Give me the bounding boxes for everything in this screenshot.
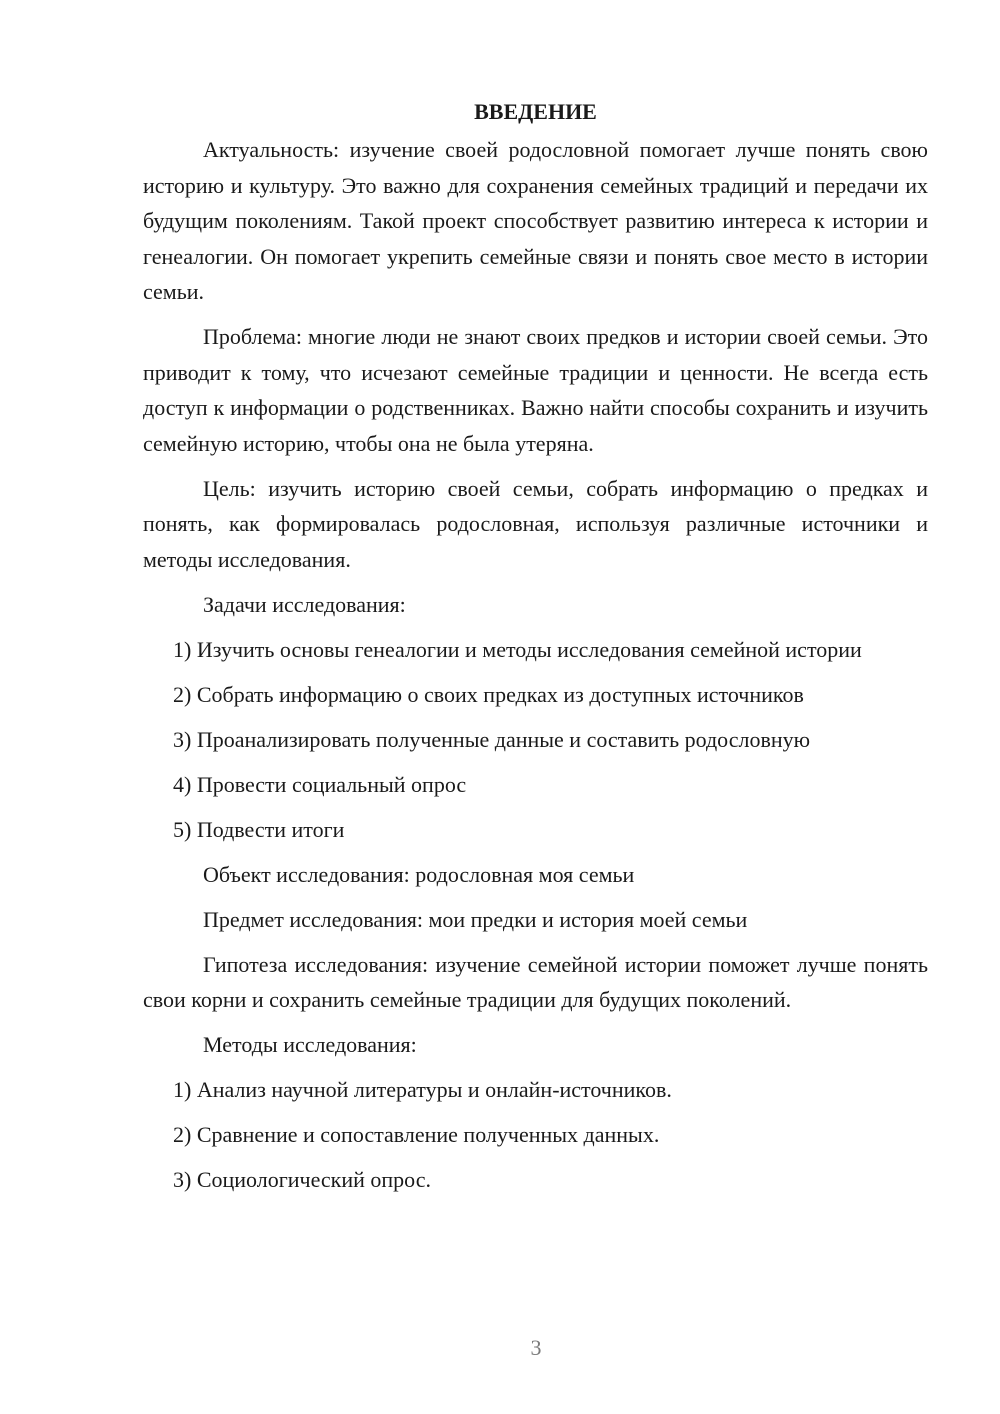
research-object: Объект исследования: родословная моя семьи xyxy=(203,861,635,887)
hypothesis-paragraph: Гипотеза исследования: изучение семейной истории поможет лучше понять свои корни и сохранить семейные традиции для будущих поколений. xyxy=(143,951,928,1012)
tasks-list xyxy=(143,632,928,848)
problem-paragraph: Проблема: многие люди не знают своих предков и истории своей семьи. Это приводит к тому, что исчезают семейные традиции и ценности. Не всегда есть доступ к информации о родственниках. Важно найти способы сохранить и изучить семейную историю, чтобы она не была утеряна. xyxy=(143,324,928,456)
relevance-paragraph: Актуальность: изучение своей родословной помогает лучше понять свою историю и культуру. Это важно для сохранения семейных традиций и передачи их будущим поколениям. Такой проект способствует развитию интереса к истории и генеалогии. Он помогает укрепить семейные связи и понять свое место в истории семьи. xyxy=(143,137,928,304)
list-item: 1) Изучить основы генеалогии и методы исследования семейной истории xyxy=(173,636,862,662)
list-item: 4) Провести социальный опрос xyxy=(173,771,467,797)
methods-list xyxy=(143,1072,928,1198)
research-subject: Предмет исследования: мои предки и история моей семьи xyxy=(203,906,748,932)
list-item: 1) Анализ научной литературы и онлайн-источников. xyxy=(173,1077,672,1102)
page-title: ВВЕДЕНИЕ xyxy=(474,99,597,124)
list-item: 2) Собрать информацию о своих предках из доступных источников xyxy=(173,681,804,707)
tasks-heading: Задачи исследования: xyxy=(203,591,406,617)
methods-heading: Методы исследования: xyxy=(203,1032,417,1057)
list-item: 5) Подвести итоги xyxy=(173,816,345,842)
page-number: 3 xyxy=(530,1335,542,1360)
list-item: 3) Проанализировать полученные данные и составить родословную xyxy=(173,726,811,752)
page-body xyxy=(143,94,928,1207)
list-item: 3) Социологический опрос. xyxy=(173,1167,431,1192)
list-item: 2) Сравнение и сопоставление полученных данных. xyxy=(173,1122,660,1147)
goal-paragraph: Цель: изучить историю своей семьи, собрать информацию о предках и понять, как формировалась родословная, используя различные источники и методы исследования. xyxy=(143,475,928,572)
